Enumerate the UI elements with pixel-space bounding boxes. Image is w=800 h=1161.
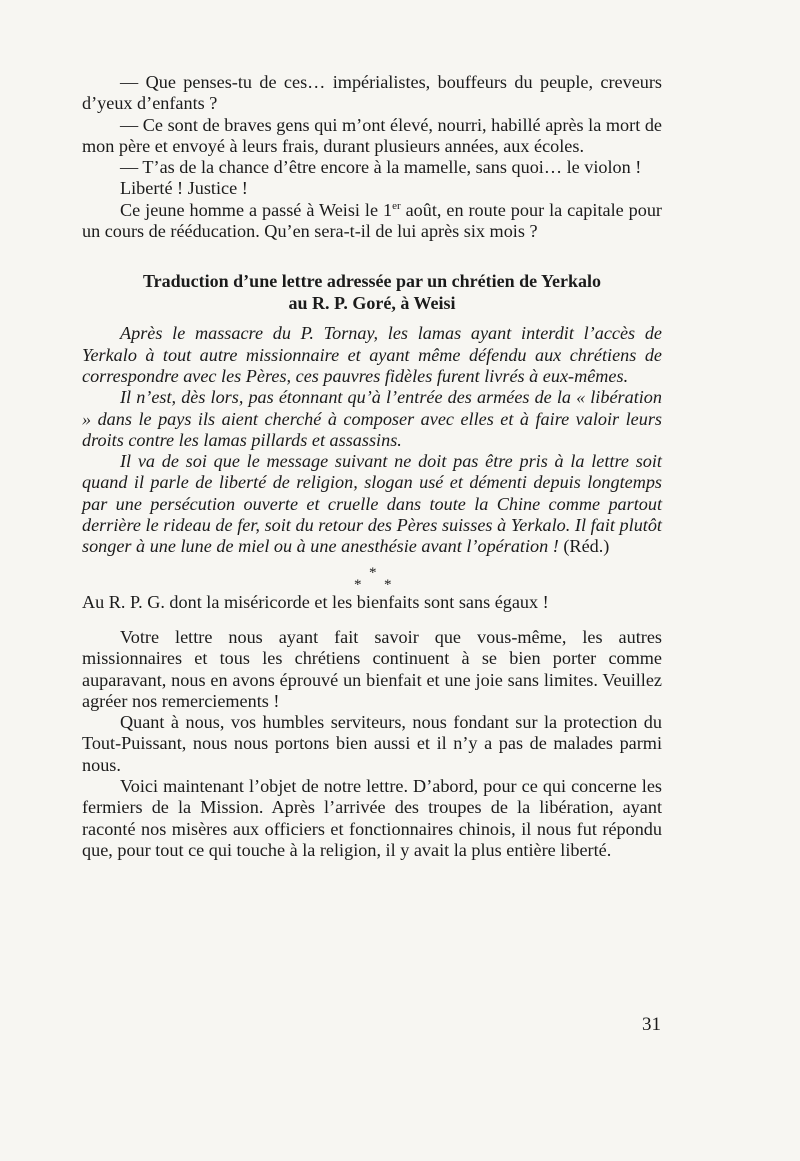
- closing-text-after: août, en route pour la capitale pour un cours de rééducation. Qu’en sera-t-il de lui après six mois ?: [82, 199, 662, 242]
- heading-line-2: au R. P. Goré, à Weisi: [288, 293, 456, 314]
- letter-paragraph: Quant à nous, vos humbles serviteurs, nous fondant sur la protection du Tout-Puissant, nous nous portons bien aussi et il n’y a pas de malades parmi nous.: [82, 712, 662, 775]
- letter-salutation: Au R. P. G. dont la miséricorde et les bienfaits sont sans égaux !: [82, 591, 549, 612]
- asterism-star-left: *: [354, 576, 362, 593]
- editorial-note: Après le massacre du P. Tornay, les lamas ayant interdit l’accès de Yerkalo à tout autre missionnaire et ayant même défendu aux chrétiens de correspondre avec les Pères, ces pauvres fidèles furent livrés à eux-mêmes.: [82, 323, 662, 386]
- asterism-star-top: *: [369, 564, 377, 581]
- heading-line-1: Traduction d’une lettre adressée par un chrétien de Yerkalo: [143, 271, 601, 292]
- asterism-star-right: *: [384, 576, 392, 593]
- editorial-italic-text: Il va de soi que le message suivant ne doit pas être pris à la lettre soit quand il parle de liberté de religion, slogan usé et démenti depuis longtemps par une persécution ouverte et cruelle dans toute la Chine comme partout derrière le rideau de fer, soit du retour des Pères suisses à Yerkalo. Il fait plutôt songer à une lune de miel ou à une anesthésie avant l’opération !: [82, 451, 662, 557]
- ordinal-superscript: er: [392, 199, 401, 212]
- editorial-attribution: (Réd.): [558, 536, 610, 557]
- editorial-note: Il n’est, dès lors, pas étonnant qu’à l’entrée des armées de la « libération » dans le pays ils aient cherché à composer avec elles et à faire valoir leurs droits contre les lamas pillards et assassins.: [82, 387, 662, 450]
- page-number: 31: [642, 1014, 661, 1035]
- letter-paragraph: Votre lettre nous ayant fait savoir que vous-même, les autres missionnaires et tous les chrétiens continuent à se bien porter comme auparavant, nous en avons éprouvé un bienfait et une joie sans limites. Veuillez agréer nos remerciements !: [82, 626, 662, 711]
- dialogue-line: — T’as de la chance d’être encore à la mamelle, sans quoi… le violon !: [120, 157, 642, 178]
- letter-paragraph: Voici maintenant l’objet de notre lettre. D’abord, pour ce qui concerne les fermiers de la Mission. Après l’arrivée des troupes de la libération, ayant raconté nos misères aux officiers et fonctionnaires chinois, il nous fut répondu que, pour tout ce qui touche à la religion, il y avait la plus entière liberté.: [82, 776, 662, 860]
- asterism-divider: [82, 558, 662, 593]
- dialogue-line: Liberté ! Justice !: [120, 178, 248, 199]
- dialogue-line: — Ce sont de braves gens qui m’ont élevé, nourri, habillé après la mort de mon père et envoyé à leurs frais, durant plusieurs années, aux écoles.: [82, 114, 662, 156]
- closing-text-before: Ce jeune homme a passé à Weisi le 1: [120, 199, 393, 220]
- closing-paragraph: [82, 200, 662, 243]
- section-heading: [82, 270, 662, 314]
- dialogue-line: — Que penses-tu de ces… impérialistes, bouffeurs du peuple, creveurs d’yeux d’enfants ?: [82, 72, 662, 114]
- body-text: [82, 72, 662, 861]
- editorial-note-last: [82, 451, 662, 557]
